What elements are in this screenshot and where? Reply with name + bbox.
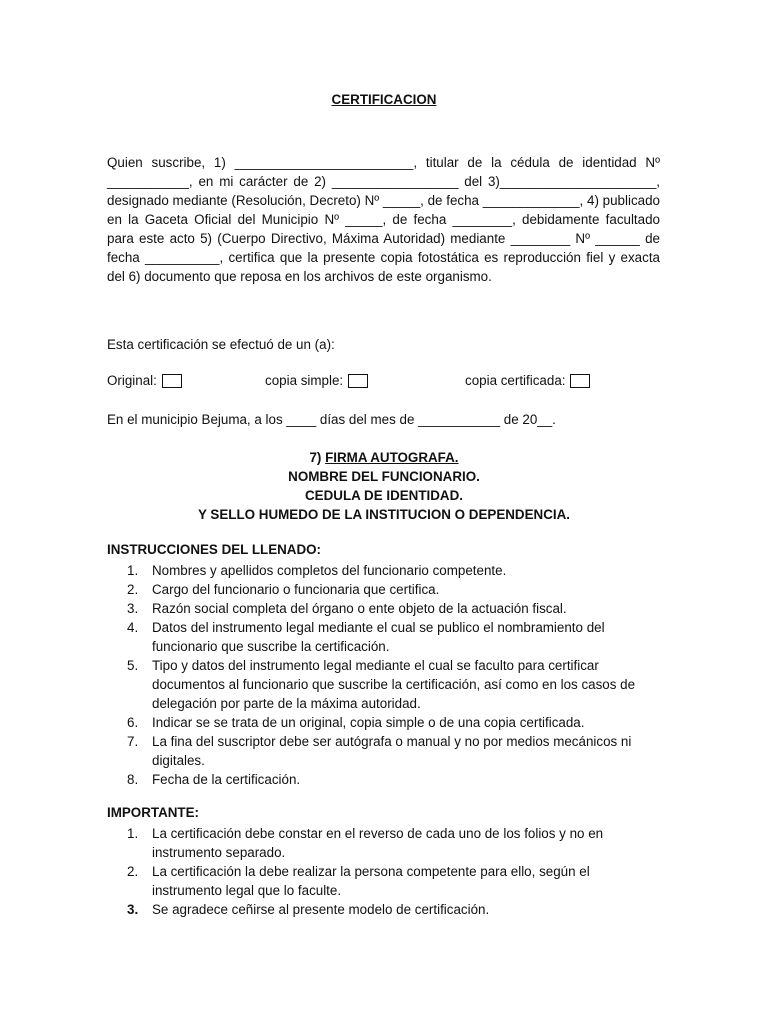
item-number: 4. [127,620,139,635]
item-text: La fina del suscriptor debe ser autógrafa o manual y no por medios mecánicos ni digitales. [152,734,632,768]
list-item [107,599,652,618]
item-number: 3. [127,601,139,616]
important-list [107,824,652,919]
signature-block [0,448,768,524]
item-number: 3. [127,902,139,917]
item-text: La certificación la debe realizar la persona competente para ello, según el instrumento legal que lo faculte. [152,864,590,898]
option-original [107,373,182,388]
signature-line-4: Y SELLO HUMEDO DE LA INSTITUCION O DEPENDENCIA. [198,507,570,522]
list-item [107,900,652,919]
item-text: Indicar se se trata de un original, copia simple o de una copia certificada. [152,715,585,730]
original-checkbox[interactable] [162,374,182,388]
list-item [107,561,652,580]
list-item [107,770,652,789]
instructions-heading: INSTRUCCIONES DEL LLENADO: [107,542,322,557]
item-number: 7. [127,734,139,749]
option-original-label: Original: [107,373,157,388]
item-number: 6. [127,715,139,730]
signature-line-3: CEDULA DE IDENTIDAD. [305,488,463,503]
efectuo-line: Esta certificación se efectuó de un (a): [107,337,335,352]
item-text: Datos del instrumento legal mediante el cual se publico el nombramiento del funcionario que suscribe la certificación. [152,620,605,654]
instructions-list [107,561,652,789]
item-number: 5. [127,658,139,673]
copia-simple-checkbox[interactable] [348,374,368,388]
item-number: 1. [127,826,139,841]
item-number: 2. [127,864,139,879]
item-text: Cargo del funcionario o funcionaria que certifica. [152,582,440,597]
option-copia-simple [265,373,368,388]
item-text: Razón social completa del órgano o ente objeto de la actuación fiscal. [152,601,567,616]
signature-firma: FIRMA AUTOGRAFA. [325,450,459,465]
copy-type-options [107,373,667,393]
document-title: CERTIFICACION [331,92,437,107]
item-text: Se agradece ceñirse al presente modelo de certificación. [152,902,490,917]
item-text: Fecha de la certificación. [152,772,301,787]
date-line: En el municipio Bejuma, a los ____ días del mes de ___________ de 20__. [107,412,556,427]
item-number: 8. [127,772,139,787]
copia-certificada-checkbox[interactable] [570,374,590,388]
option-copia-certificada-label: copia certificada: [465,373,566,388]
signature-line-2: NOMBRE DEL FUNCIONARIO. [288,469,480,484]
signature-number: 7) [309,450,326,465]
item-number: 2. [127,582,139,597]
list-item [107,656,652,713]
list-item [107,713,652,732]
item-text: Nombres y apellidos completos del funcionario competente. [152,563,507,578]
list-item [107,862,652,900]
item-text: La certificación debe constar en el reverso de cada uno de los folios y no en instrumento separado. [152,826,604,860]
item-text: Tipo y datos del instrumento legal mediante el cual se faculto para certificar documentos al funcionario que suscribe la certificación, así como en los casos de delegación por parte de la máxima autoridad. [152,658,636,711]
certification-paragraph: Quien suscribe, 1) ________________________, titular de la cédula de identidad Nº ___________, en mi carácter de 2) _________________ del 3)_____________________, designado mediante (Resolución, Decreto) Nº _____, de fecha _____________, 4) publicado en la Gaceta Oficial del Municipio Nº _____, de fecha ________, debidamente facultado para este acto 5) (Cuerpo Directivo, Máxima Autoridad) mediante ________ Nº ______ de fecha __________, certifica que la presente copia fotostática es reproducción fiel y exacta del 6) documento que reposa en los archivos de este organismo. [107,155,660,284]
list-item [107,732,652,770]
option-copia-simple-label: copia simple: [265,373,344,388]
item-number: 1. [127,563,139,578]
list-item [107,618,652,656]
signature-line-1 [0,448,768,467]
important-heading: IMPORTANTE: [107,805,199,820]
list-item [107,580,652,599]
option-copia-certificada [465,373,590,388]
list-item [107,824,652,862]
